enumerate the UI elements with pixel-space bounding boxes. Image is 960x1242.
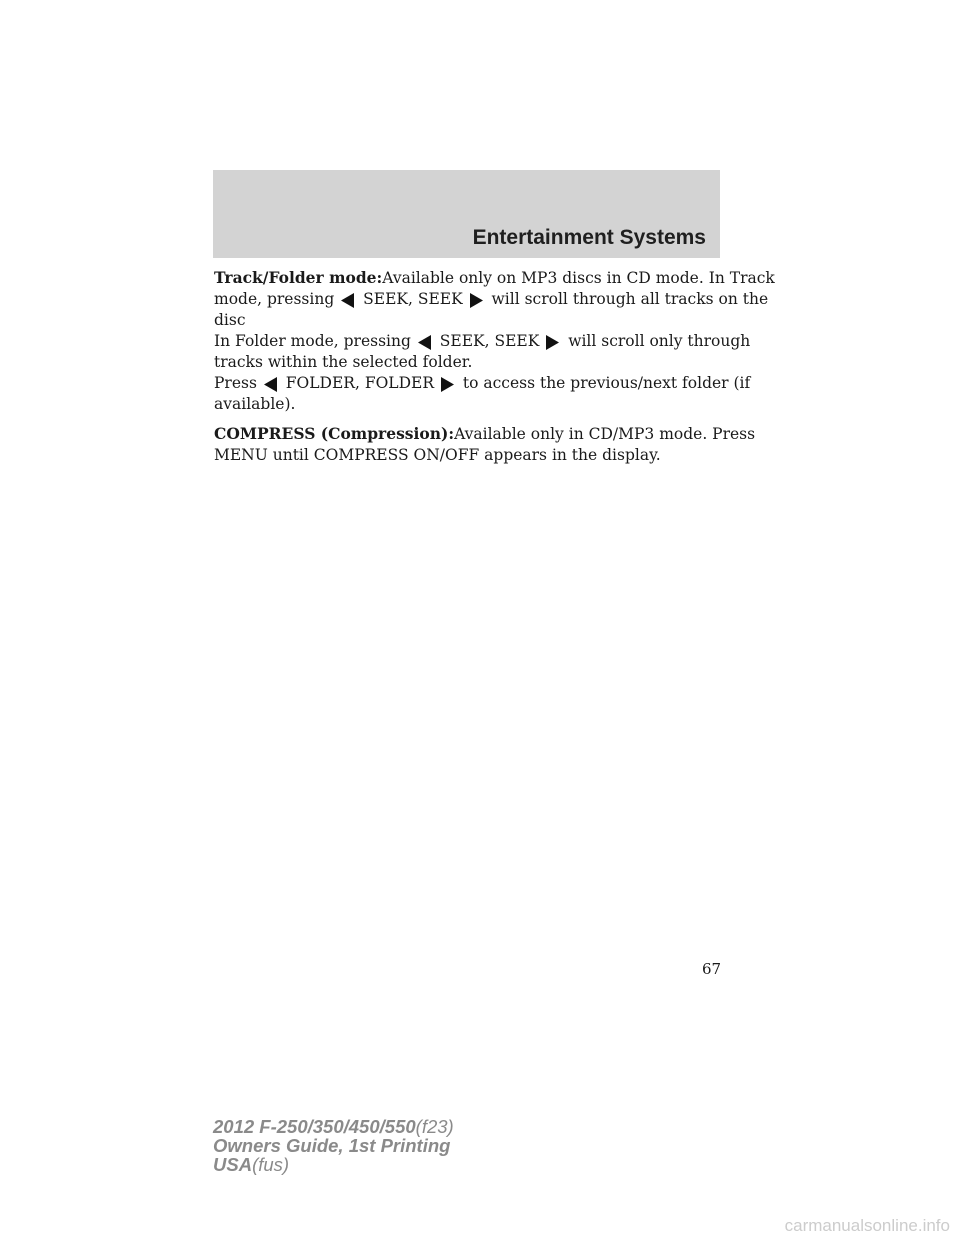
track-folder-text: Available only on MP3 discs in CD mode. In Track — [382, 269, 775, 287]
left-arrow-icon — [418, 335, 431, 350]
text-fragment: will scroll only through — [568, 332, 751, 350]
folder-press-line-1 — [214, 373, 751, 394]
seek-label: SEEK, SEEK — [439, 332, 540, 350]
compress-text: Available only in CD/MP3 mode. Press — [454, 425, 756, 443]
compress-label: COMPRESS (Compression): — [214, 424, 455, 443]
left-arrow-icon — [264, 377, 277, 392]
track-folder-line-2 — [214, 289, 769, 310]
right-arrow-icon — [470, 293, 483, 308]
folder-press-line-2: available). — [214, 395, 296, 413]
compress-line-1 — [214, 423, 756, 445]
footer-guide-line: Owners Guide, 1st Printing — [213, 1135, 451, 1156]
document-footer — [213, 1117, 454, 1174]
folder-label: FOLDER, FOLDER — [285, 374, 434, 392]
right-arrow-icon — [441, 377, 454, 392]
page-number: 67 — [702, 960, 722, 978]
track-folder-line-1 — [214, 267, 775, 289]
text-fragment: In Folder mode, pressing — [214, 332, 411, 350]
seek-label: SEEK, SEEK — [363, 290, 463, 308]
compress-line-2: MENU until COMPRESS ON/OFF appears in the display. — [214, 446, 661, 464]
right-arrow-icon — [546, 335, 559, 350]
section-header-band — [213, 170, 720, 258]
body-text — [214, 267, 775, 466]
footer-market-code: (fus) — [252, 1154, 290, 1175]
watermark: carmanualsonline.info — [784, 1216, 950, 1235]
footer-model-code: (f23) — [415, 1116, 454, 1137]
text-fragment: Press — [214, 374, 257, 392]
folder-mode-line-1 — [214, 331, 751, 352]
text-fragment: to access the previous/next folder (if — [462, 374, 751, 392]
text-fragment: will scroll through all tracks on the — [491, 290, 769, 308]
footer-market: USA — [213, 1154, 253, 1175]
footer-model: 2012 F-250/350/450/550 — [213, 1116, 416, 1137]
folder-mode-line-2: tracks within the selected folder. — [214, 353, 473, 371]
track-folder-label: Track/Folder mode: — [214, 268, 383, 287]
text-fragment: mode, pressing — [214, 290, 335, 308]
footer-market-line — [213, 1155, 454, 1174]
left-arrow-icon — [341, 293, 354, 308]
section-title: Entertainment Systems — [472, 226, 706, 249]
track-folder-line-3: disc — [214, 311, 246, 329]
footer-model-line — [213, 1117, 454, 1136]
